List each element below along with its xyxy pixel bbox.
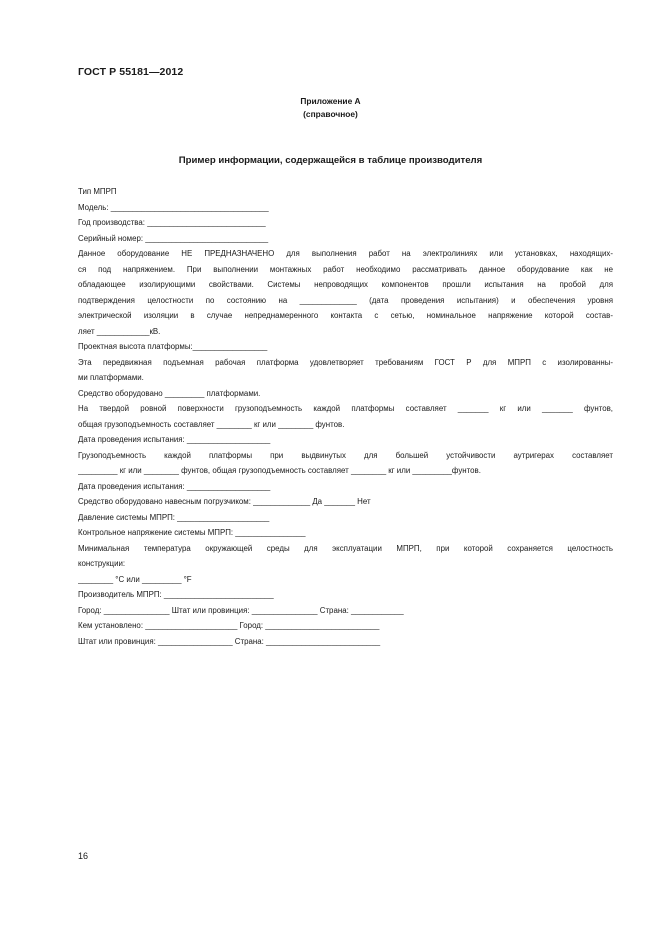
warning-line: обладающее изолирующими свойствами. Системы непроводящих компонентов прошли испытания на пробой для: [78, 280, 613, 289]
section-title: Пример информации, содержащейся в таблице производителя: [178, 155, 483, 166]
form-content: [78, 184, 613, 649]
outrigger-capacity-line: _________ кг или ________ фунтов, общая грузоподъемность составляет ________ кг или _________фунтов.: [78, 466, 481, 475]
min-temperature-line: Минимальная температура окружающей среды для эксплуатации МПРП, при которой сохраняется целостность: [78, 543, 613, 553]
location-line: Город: _______________ Штат или провинция: _______________ Страна: ____________: [78, 605, 404, 615]
outrigger-capacity-line: Грузоподъемность каждой платформы при выдвинутых для большей устойчивости аутригерах составляет: [78, 450, 613, 460]
year-line: Год производства: ___________________________: [78, 218, 266, 227]
document-header: ГОСТ Р 55181—2012: [78, 66, 184, 78]
serial-line: Серийный номер: ____________________________: [78, 233, 269, 243]
warning-line: ляет ____________кВ.: [78, 326, 161, 336]
warning-line: подтверждения целостности по состоянию на _____________ (дата проведения испытания) и обеспечения уровня: [78, 295, 613, 305]
installed-by-line: Кем установлено: _____________________ Город: __________________________: [78, 621, 380, 630]
type-line: Тип МПРП: [78, 187, 117, 196]
compliance-line: Эта передвижная подъемная рабочая платформа удовлетворяет требованиям ГОСТ Р для МПРП с изолированны-: [78, 357, 613, 367]
capacity-line: общая грузоподъемность составляет ________ кг или ________ фунтов.: [78, 419, 345, 429]
page-number: 16: [78, 851, 89, 861]
platform-height-line: Проектная высота платформы:_________________: [78, 342, 268, 351]
appendix-subtitle: (справочное): [303, 109, 358, 119]
appendix-heading: [0, 95, 661, 121]
appendix-title: Приложение А: [300, 96, 361, 106]
loader-line: Средство оборудовано навесным погрузчиком: _____________ Да _______ Нет: [78, 497, 371, 506]
warning-line: Данное оборудование НЕ ПРЕДНАЗНАЧЕНО для выполнения работ на электролиниях или установках, находящих-: [78, 249, 613, 258]
system-pressure-line: Давление системы МПРП: _____________________: [78, 512, 270, 522]
test-date-line: Дата проведения испытания: ___________________: [78, 435, 271, 444]
manufacturer-line: Производитель МПРП: _________________________: [78, 590, 274, 599]
min-temperature-line: конструкции:: [78, 559, 126, 568]
test-date-line: Дата проведения испытания: ___________________: [78, 481, 271, 491]
platforms-count-line: Средство оборудовано _________ платформами.: [78, 388, 261, 398]
model-line: Модель: ____________________________________: [78, 202, 269, 212]
compliance-line: ми платформами.: [78, 373, 144, 382]
warning-line: электрической изоляции в случае непреднамеренного контакта с сетью, номинальное напряжение которой состав-: [78, 311, 613, 320]
capacity-line: На твердой ровной поверхности грузоподъемность каждой платформы составляет _______ кг или _______ фунтов,: [78, 404, 613, 413]
temperature-values-line: ________ °C или _________ °F: [78, 574, 192, 584]
control-voltage-line: Контрольное напряжение системы МПРП: ________________: [78, 528, 306, 537]
warning-line: ся под напряжением. При выполнении монтажных работ необходимо рассматривать данное оборудование как не: [78, 264, 613, 274]
state-country-line: Штат или провинция: _________________ Страна: __________________________: [78, 636, 381, 646]
